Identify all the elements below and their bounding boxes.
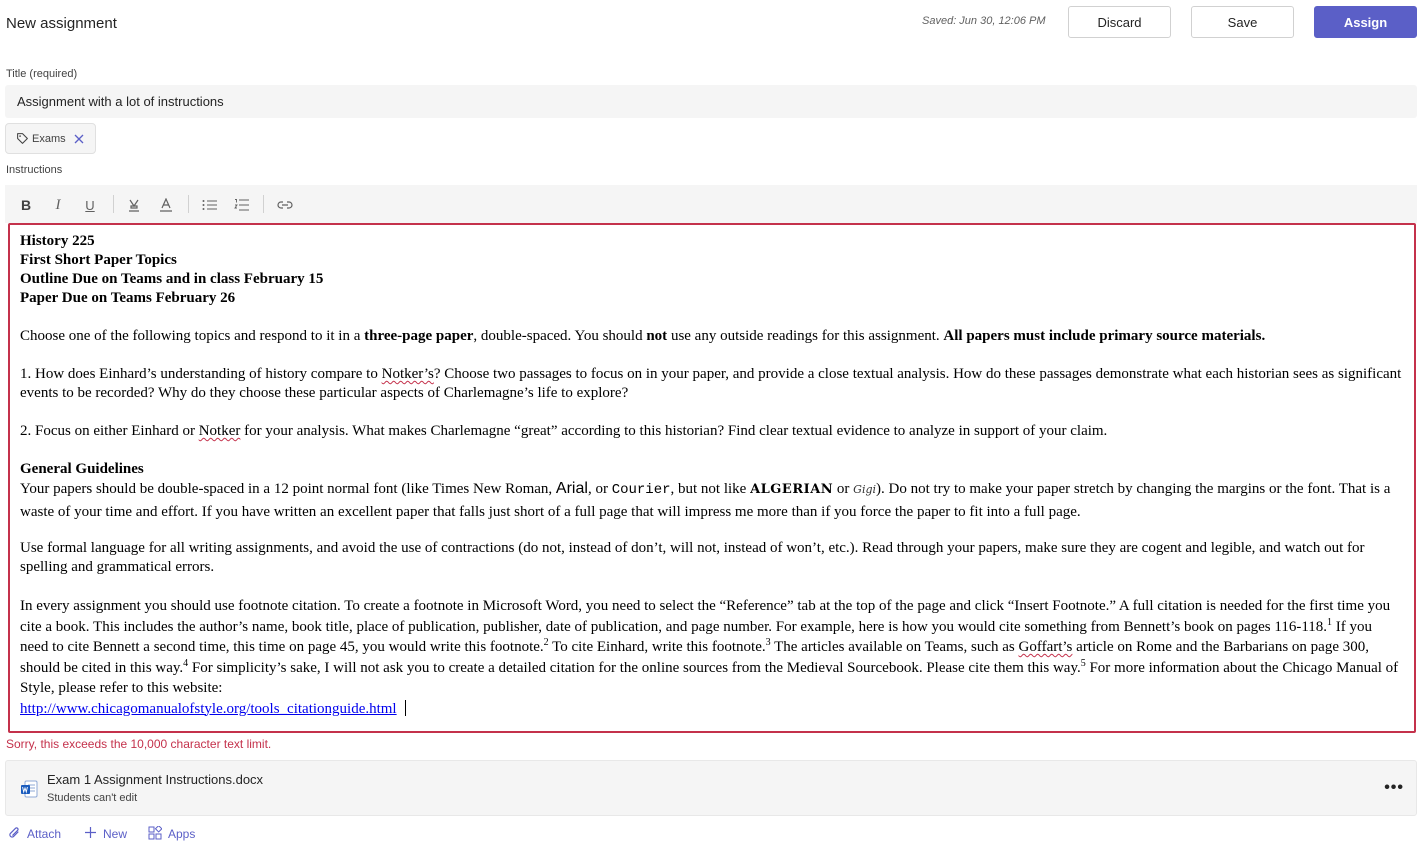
apps-grid-icon bbox=[148, 826, 168, 843]
heading-line: First Short Paper Topics bbox=[20, 252, 177, 268]
page-title: New assignment bbox=[6, 15, 117, 32]
title-label: Title (required) bbox=[6, 68, 78, 80]
italic-icon[interactable]: I bbox=[55, 196, 61, 213]
tag-icon bbox=[16, 132, 29, 145]
saved-status: Saved: Jun 30, 12:06 PM bbox=[922, 15, 1046, 27]
numbered-list-icon[interactable] bbox=[231, 195, 251, 215]
spelling-flag: Notker bbox=[198, 423, 241, 439]
title-input[interactable]: Assignment with a lot of instructions bbox=[5, 85, 1417, 118]
intro-paragraph: Choose one of the following topics and respond to it in a three-page paper, double-spaced. You should not use any outside readings for this assignment. All papers must include primary source materials. bbox=[20, 328, 1266, 344]
instructions-label: Instructions bbox=[6, 164, 63, 176]
bold-icon[interactable]: B bbox=[20, 197, 32, 213]
save-button[interactable]: Save bbox=[1191, 6, 1294, 38]
spelling-flag: Goffart’s bbox=[1018, 639, 1073, 655]
new-label: New bbox=[103, 827, 128, 841]
category-tag[interactable] bbox=[5, 123, 96, 154]
link-icon[interactable] bbox=[275, 195, 295, 215]
guidelines-heading: General Guidelines bbox=[20, 461, 144, 477]
underline-icon[interactable]: U bbox=[85, 197, 95, 213]
guidelines-paragraph: Your papers should be double-spaced in a 12 point normal font (like Times New Roman, Arial, or Courier, but not like ALGERIAN or Gigi). Do not try to make your paper stretch by changing the margins or the font. That is a waste of your time and effort. If you have written an excellent paper that falls just short of a full page that will impress me more than if you force the paper to fit into a full page. bbox=[20, 480, 1391, 520]
toolbar-divider bbox=[113, 195, 114, 213]
plus-icon bbox=[84, 826, 103, 842]
spelling-flag: Notker’s bbox=[381, 366, 434, 382]
highlight-icon[interactable] bbox=[124, 195, 144, 215]
heading-line: History 225 bbox=[20, 233, 95, 249]
apps-label: Apps bbox=[168, 827, 196, 841]
more-options-icon[interactable]: ••• bbox=[1384, 779, 1404, 796]
character-limit-error: Sorry, this exceeds the 10,000 character text limit. bbox=[6, 737, 272, 751]
topic-2-paragraph: 2. Focus on either Einhard or Notker for your analysis. What makes Charlemagne “great” according to this historian? Find clear textual evidence to analyze in support of your claim. bbox=[20, 423, 1108, 439]
formatting-toolbar bbox=[5, 185, 1417, 223]
discard-button[interactable]: Discard bbox=[1068, 6, 1171, 38]
close-icon[interactable] bbox=[74, 134, 84, 144]
word-document-icon bbox=[20, 780, 38, 803]
citation-guide-link[interactable]: http://www.chicagomanualofstyle.org/tools_citationguide.html bbox=[20, 700, 397, 717]
apps-button[interactable] bbox=[148, 825, 195, 843]
text-caret bbox=[405, 700, 406, 716]
heading-line: Paper Due on Teams February 26 bbox=[20, 290, 236, 306]
heading-line: Outline Due on Teams and in class February 15 bbox=[20, 271, 324, 287]
attachment-name[interactable]: Exam 1 Assignment Instructions.docx bbox=[47, 772, 264, 787]
attach-button[interactable] bbox=[8, 825, 61, 843]
new-button[interactable] bbox=[84, 825, 127, 843]
tag-label: Exams bbox=[32, 132, 66, 145]
assign-button[interactable]: Assign bbox=[1314, 6, 1417, 38]
header-bar bbox=[0, 0, 1426, 50]
topic-1-paragraph: 1. How does Einhard’s understanding of history compare to Notker’s? Choose two passages to focus on in your paper, and provide a close textual analysis. How do these passages demonstrate what each historian sees as significant events to be recorded? Why do they choose these particular aspects of Charlemagne’s life to explore? bbox=[20, 366, 1402, 401]
paperclip-icon bbox=[8, 826, 27, 843]
instructions-editor[interactable] bbox=[8, 223, 1416, 733]
font-color-icon[interactable] bbox=[156, 195, 176, 215]
attach-label: Attach bbox=[27, 827, 62, 841]
toolbar-divider bbox=[188, 195, 189, 213]
attachment-card[interactable] bbox=[5, 760, 1417, 816]
formal-language-paragraph: Use formal language for all writing assignments, and avoid the use of contractions (do not, instead of don’t, will not, instead of won’t, etc.). Read through your papers, make sure they are cogent and legible, and watch out for spelling and grammatical errors. bbox=[20, 540, 1365, 575]
attachment-permission: Students can't edit bbox=[47, 792, 138, 804]
bullet-list-icon[interactable] bbox=[199, 195, 219, 215]
citation-paragraph: In every assignment you should use footnote citation. To create a footnote in Microsoft Word, you need to select the “Reference” tab at the top of the page and click “Insert Footnote.” A full citation is needed for the first time you cite a book. This includes the author’s name, book title, place of publication, publisher, date of publication, and page number. For example, here is how you would cite something from Bennett’s book on pages 116-118.$^1$ If you need to cite Bennett a second time, this time on page 45, you would write this footnote.$^2$ To cite Einhard, write this footnote.$^3$ The articles available on Teams, such as Goffart’s article on Rome and the Barbarians on page 300, should be cited in this way.$^4$ For simplicity’s sake, I will not ask you to create a detailed citation for the online sources from the Medieval Sourcebook. Please cite them this way.$^5$ For more information about the Chicago Manual of Style, please refer to this website: http://www.chicagomanualofstyle.org/tools_citationguide.html bbox=[20, 598, 1399, 717]
toolbar-divider bbox=[263, 195, 264, 213]
